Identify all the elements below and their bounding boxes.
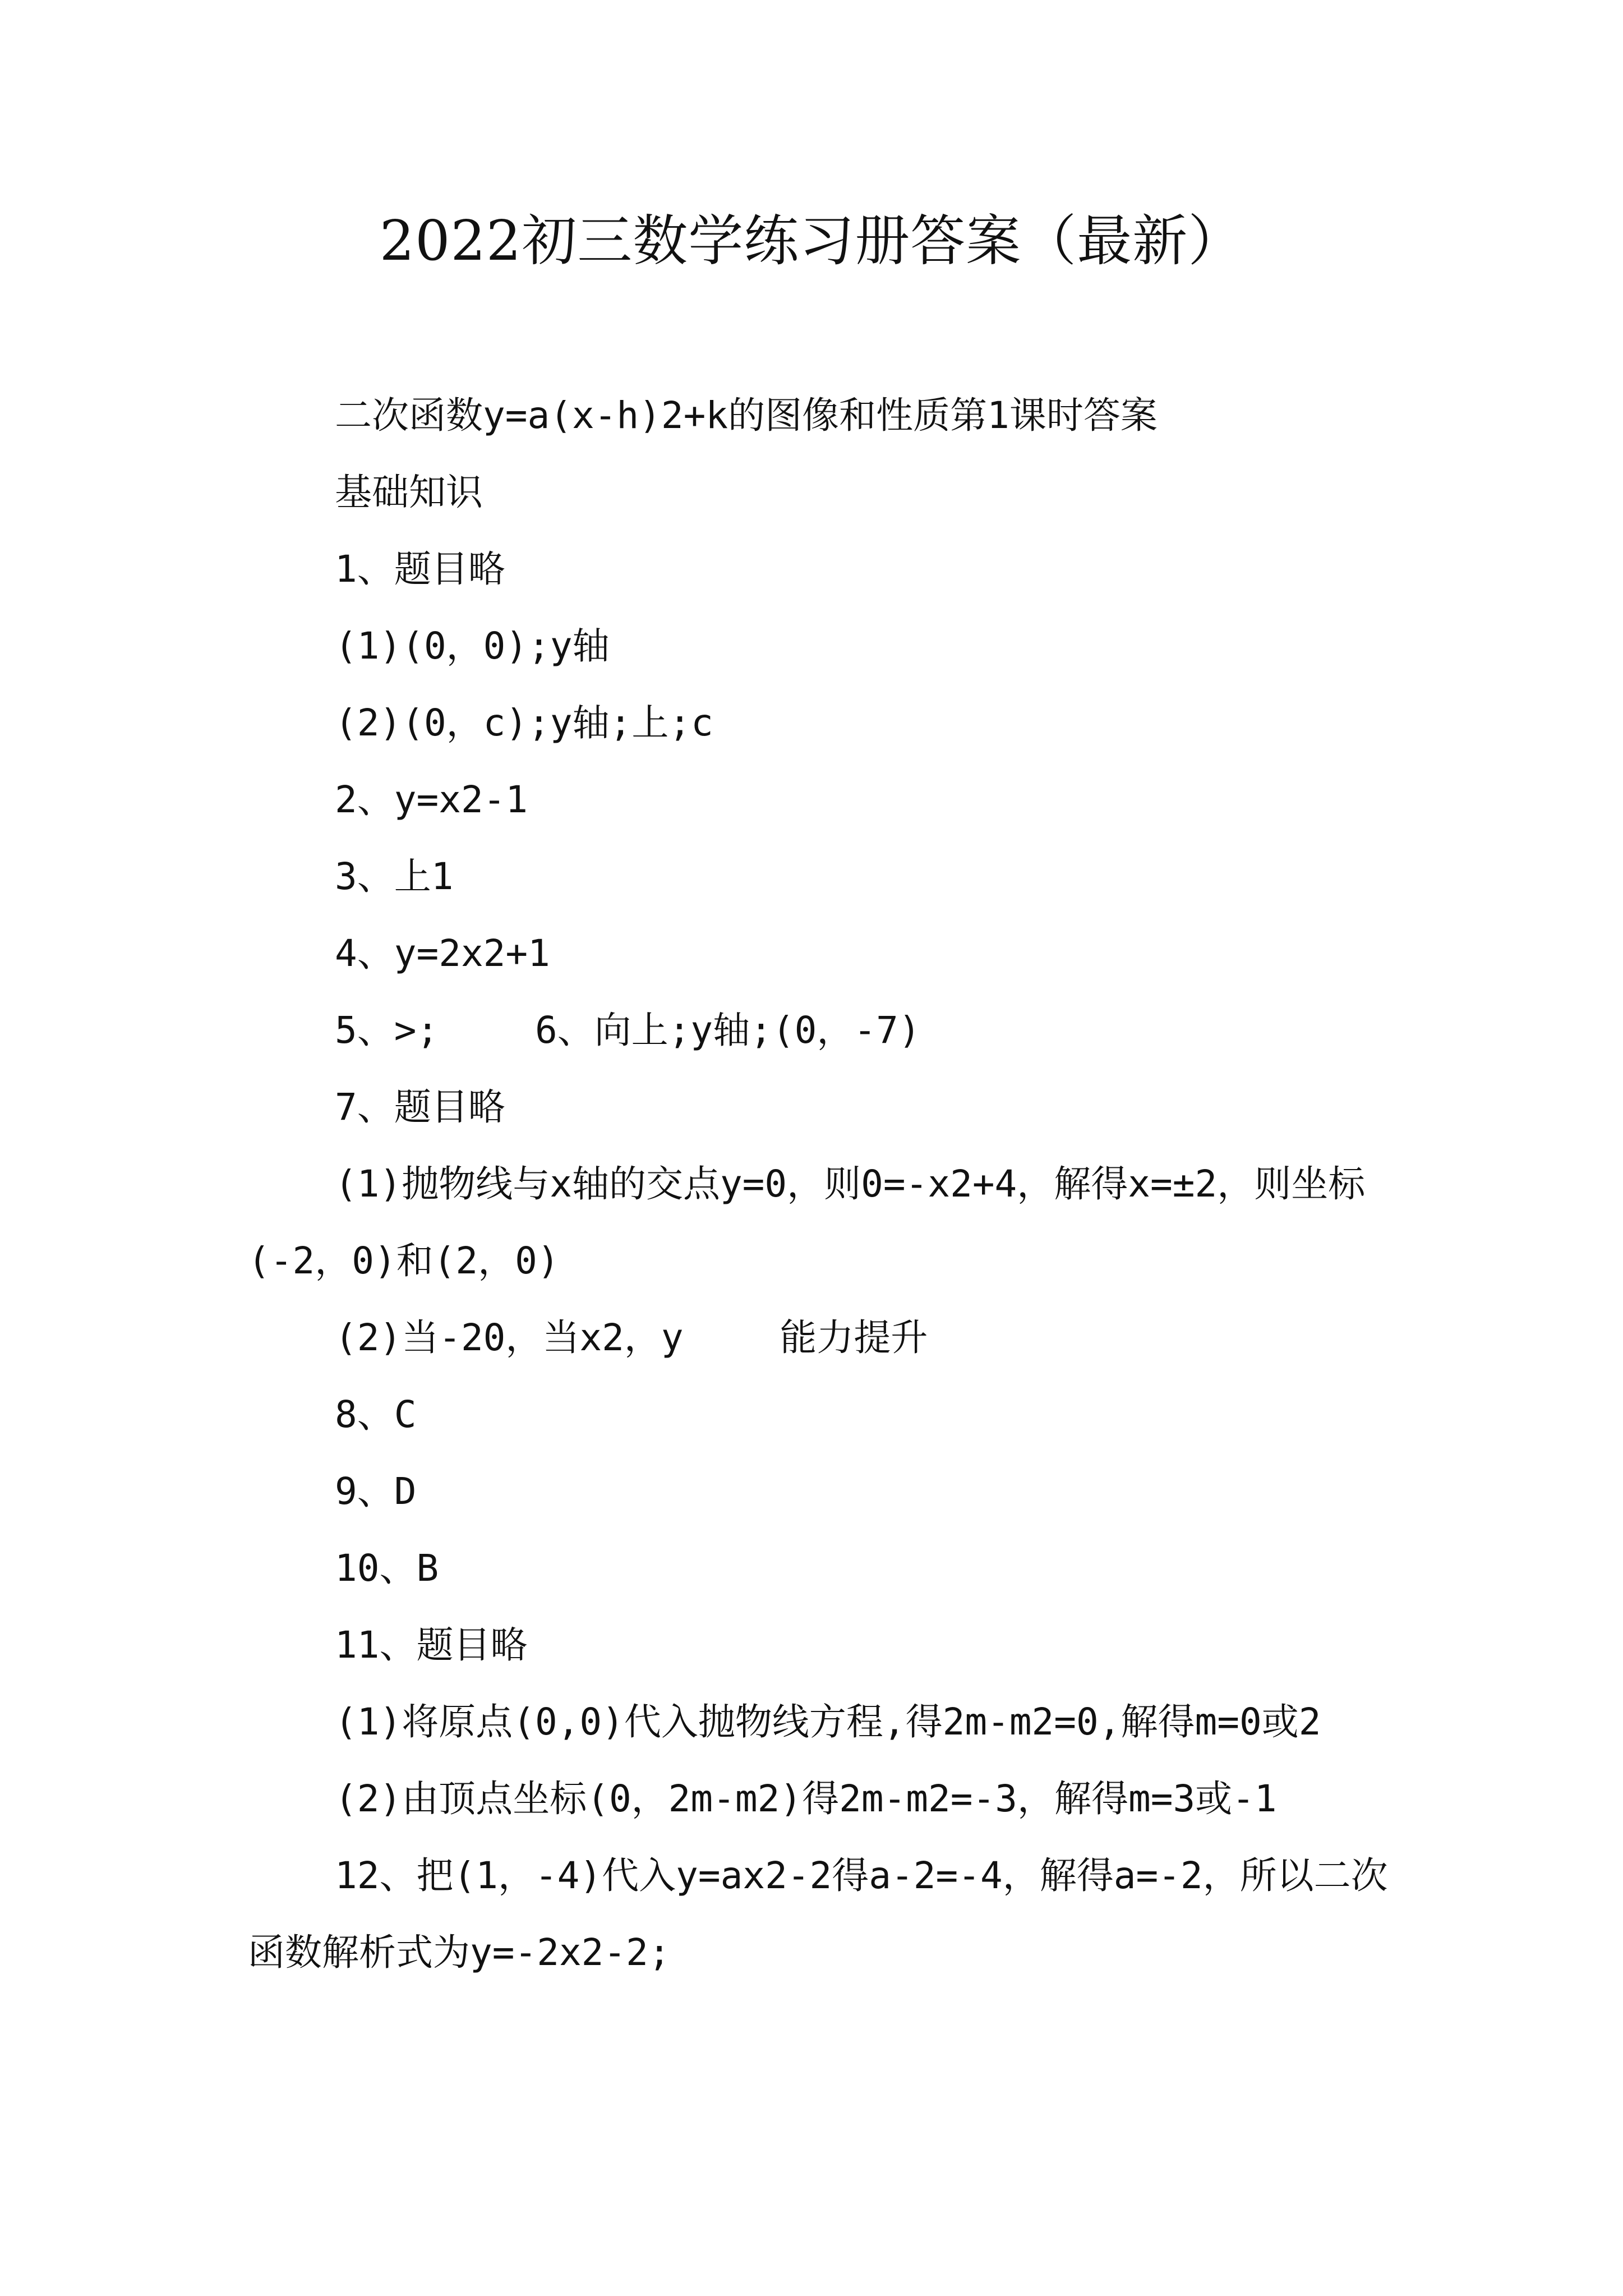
answer-line: 4、y=2x2+1 bbox=[335, 932, 550, 975]
answer-line: (2)由顶点坐标(0，2m-m2)得2m-m2=-3，解得m=3或-1 bbox=[335, 1777, 1277, 1820]
answer-paragraph: 12、把(1，-4)代入y=ax2-2得a-2=-4，解得a=-2，所以二次函数解析式为y=-2x2-2; bbox=[248, 1854, 1388, 1974]
answer-line: 1、题目略 bbox=[335, 547, 505, 591]
answer-line: 2、y=x2-1 bbox=[335, 778, 528, 821]
answer-line: (1)(0，0);y轴 bbox=[335, 624, 610, 668]
answer-line: 5、>; 6、向上;y轴;(0，-7) bbox=[335, 1009, 921, 1052]
answer-line: 7、题目略 bbox=[335, 1085, 505, 1129]
subsection-heading: 基础知识 bbox=[335, 471, 483, 514]
answer-line: 3、上1 bbox=[335, 855, 454, 898]
document-body bbox=[248, 377, 1398, 1991]
answer-line: 8、C bbox=[335, 1393, 417, 1436]
document-title: 2022初三数学练习册答案（最新） bbox=[379, 209, 1244, 273]
answer-line: 10、B bbox=[335, 1547, 439, 1590]
answer-paragraph: (1)将原点(0,0)代入抛物线方程,得2m-m2=0,解得m=0或2 bbox=[335, 1700, 1321, 1743]
answer-paragraph: (1)抛物线与x轴的交点y=0，则0=-x2+4，解得x=±2，则坐标(-2，0)和(2，0) bbox=[248, 1162, 1366, 1282]
answer-line: (2)当-20，当x2，y 能力提升 bbox=[335, 1316, 928, 1359]
section-heading: 二次函数y=a(x-h)2+k的图像和性质第1课时答案 bbox=[335, 394, 1158, 437]
answer-line: 9、D bbox=[335, 1470, 417, 1513]
answer-line: 11、题目略 bbox=[335, 1623, 528, 1667]
answer-line: (2)(0，c);y轴;上;c bbox=[335, 701, 713, 744]
